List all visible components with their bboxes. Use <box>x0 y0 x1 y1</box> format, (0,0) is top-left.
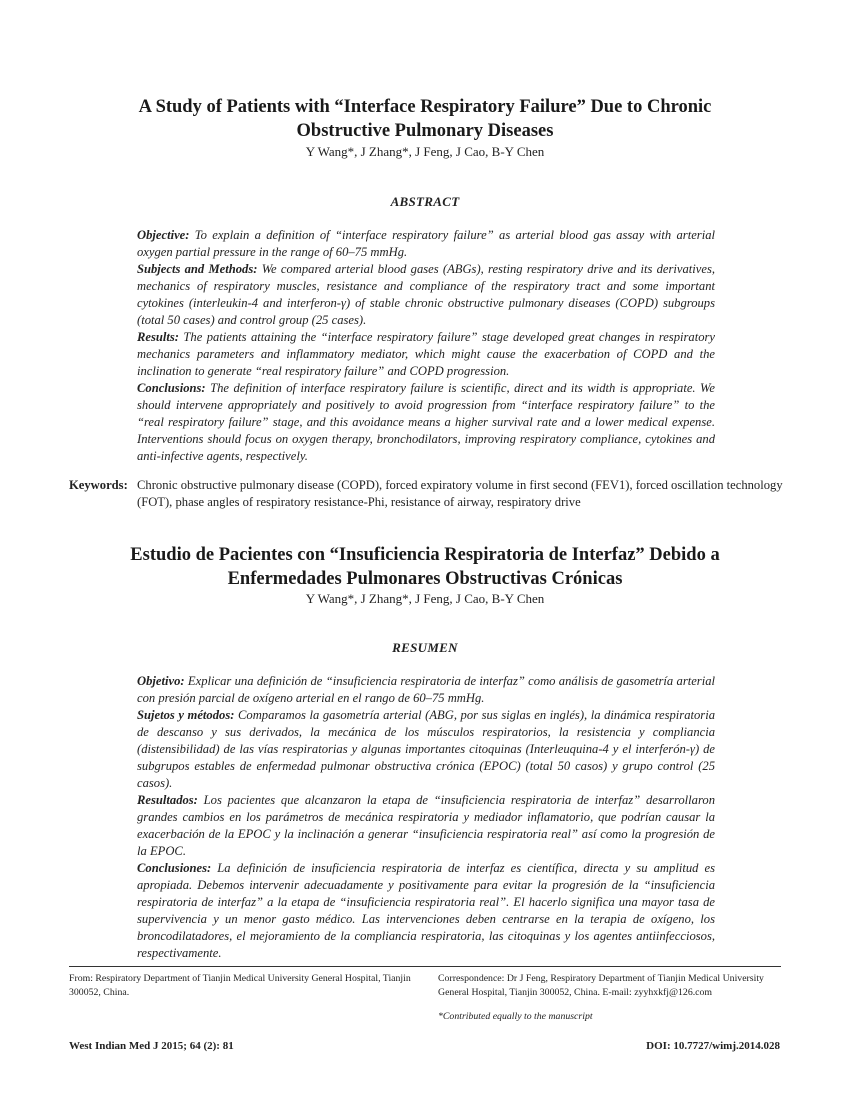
section-label: Subjects and Methods: <box>137 262 258 276</box>
section-label: Objetivo: <box>137 674 185 688</box>
spanish-title-line2: Enfermedades Pulmonares Obstructivas Crónicas <box>227 569 623 589</box>
keywords <box>69 477 789 511</box>
section-text: The patients attaining the “interface respiratory failure” stage developed great changes in respiratory mechanics parameters and inflammatory mediator, which might cause the exacerbation of COPD and the inclination to generate “real respiratory failure” and COPD progression. <box>137 330 715 378</box>
english-title <box>100 95 750 143</box>
correspondence-note: Correspondence: Dr J Feng, Respiratory Department of Tianjin Medical University General Hospital, Tianjin 300052, China. E-mail: zyyhxkfj@126.com <box>438 973 764 998</box>
english-title-line2: Obstructive Pulmonary Diseases <box>296 121 554 141</box>
spanish-title <box>100 543 750 591</box>
section-label: Sujetos y métodos: <box>137 708 235 722</box>
doi: DOI: 10.7727/wimj.2014.028 <box>646 1040 780 1052</box>
spanish-title-line1: Estudio de Pacientes con “Insuficiencia Respiratoria de Interfaz” Debido a <box>130 545 720 565</box>
section-label: Results: <box>137 330 179 344</box>
section-label: Conclusiones: <box>137 861 212 875</box>
footnote-divider <box>69 966 781 967</box>
section-label: Resultados: <box>137 793 198 807</box>
section-label: Conclusions: <box>137 381 206 395</box>
section-text: La definición de insuficiencia respiratoria de interfaz es científica, directa y su amplitud es apropiada. Debemos intervenir adecuadamente y positivamente para evitar la progresión de la “insuficiencia respiratoria de interfaz” a la etapa de “insuficiencia respiratoria real”. El hacerlo significa una mayor tasa de supervivencia y un menor gasto médico. Las intervenciones deben centrarse en la terapia de oxígeno, los broncodilatadores, el mejoramiento de la compliancia respiratoria, las citoquinas y los agentes antiinfecciosos, respectivamente. <box>137 861 715 960</box>
resumen-conclusiones <box>137 860 715 962</box>
journal-citation: West Indian Med J 2015; 64 (2): 81 <box>69 1040 234 1052</box>
english-authors: Y Wang*, J Zhang*, J Feng, J Cao, B-Y Chen <box>305 144 545 159</box>
abstract-results <box>137 329 715 380</box>
abstract-objective <box>137 227 715 261</box>
english-title-line1: A Study of Patients with “Interface Respiratory Failure” Due to Chronic <box>138 97 712 117</box>
keywords-text: Chronic obstructive pulmonary disease (COPD), forced expiratory volume in first second (FEV1), forced oscillation technology (FOT), phase angles of respiratory resistance-Phi, resistance of airway, respiratory drive <box>137 478 783 509</box>
section-label: Objective: <box>137 228 190 242</box>
equal-contribution-note: *Contributed equally to the manuscript <box>438 1011 593 1022</box>
abstract-methods <box>137 261 715 329</box>
resumen-metodos <box>137 707 715 792</box>
section-text: Explicar una definición de “insuficiencia respiratoria de interfaz” como análisis de gasometría arterial con presión parcial de oxígeno arterial en el rango de 60–75 mmHg. <box>137 674 716 705</box>
resumen-objetivo <box>137 673 715 707</box>
spanish-authors: Y Wang*, J Zhang*, J Feng, J Cao, B-Y Chen <box>305 591 545 606</box>
section-text: We compared arterial blood gases (ABGs), resting respiratory drive and its derivatives, mechanics of respiratory muscles, resistance and compliance of the respiratory tract and some important cytokines (interleukin-4 and interferon-γ) of stable chronic obstructive pulmonary diseases (COPD) subgroups (total 50 cases) and control group (25 cases). <box>137 262 716 327</box>
section-text: Los pacientes que alcanzaron la etapa de “insuficiencia respiratoria de interfaz” desarrollaron grandes cambios en los parámetros de mecánica respiratoria y mediador inflamatorio, que podrían causar la exacerbación de la EPOC y la inclinación a generar “insuficiencia respiratoria real” así como la progresión de la EPOC. <box>137 793 715 858</box>
keywords-label: Keywords: <box>69 478 128 492</box>
abstract-conclusions <box>137 380 715 465</box>
section-text: Comparamos la gasometría arterial (ABG, por sus siglas en inglés), la dinámica respiratoria de descanso y sus derivados, la mecánica de los músculos respiratorios, la resistencia y compliancia (distensibilidad) de las vías respiratorias y algunas importantes citoquinas (Interleuquina-4 y el interferón-γ) de subgrupos estables de enfermedad pulmonar obstructiva crónica (EPOC) (total 50 casos) y grupo control (25 casos). <box>137 708 715 790</box>
resumen-heading: RESUMEN <box>392 640 458 655</box>
spanish-abstract <box>137 673 715 962</box>
affiliation-note: From: Respiratory Department of Tianjin Medical University General Hospital, Tianjin 300052, China. <box>69 973 411 998</box>
section-text: To explain a definition of “interface respiratory failure” as arterial blood gas assay with arterial oxygen partial pressure in the range of 60–75 mmHg. <box>137 228 715 259</box>
abstract-heading: ABSTRACT <box>390 194 460 209</box>
section-text: The definition of interface respiratory failure is scientific, direct and its width is appropriate. We should intervene appropriately and positively to avoid progression from “interface respiratory failure” to the “real respiratory failure” stage, and this avoidance means a higher survival rate and a lower medical expense. Interventions should focus on oxygen therapy, bronchodilators, improving respiratory compliance, cytokines and anti-infective agents, respectively. <box>137 381 715 463</box>
resumen-resultados <box>137 792 715 860</box>
english-abstract <box>137 227 715 465</box>
